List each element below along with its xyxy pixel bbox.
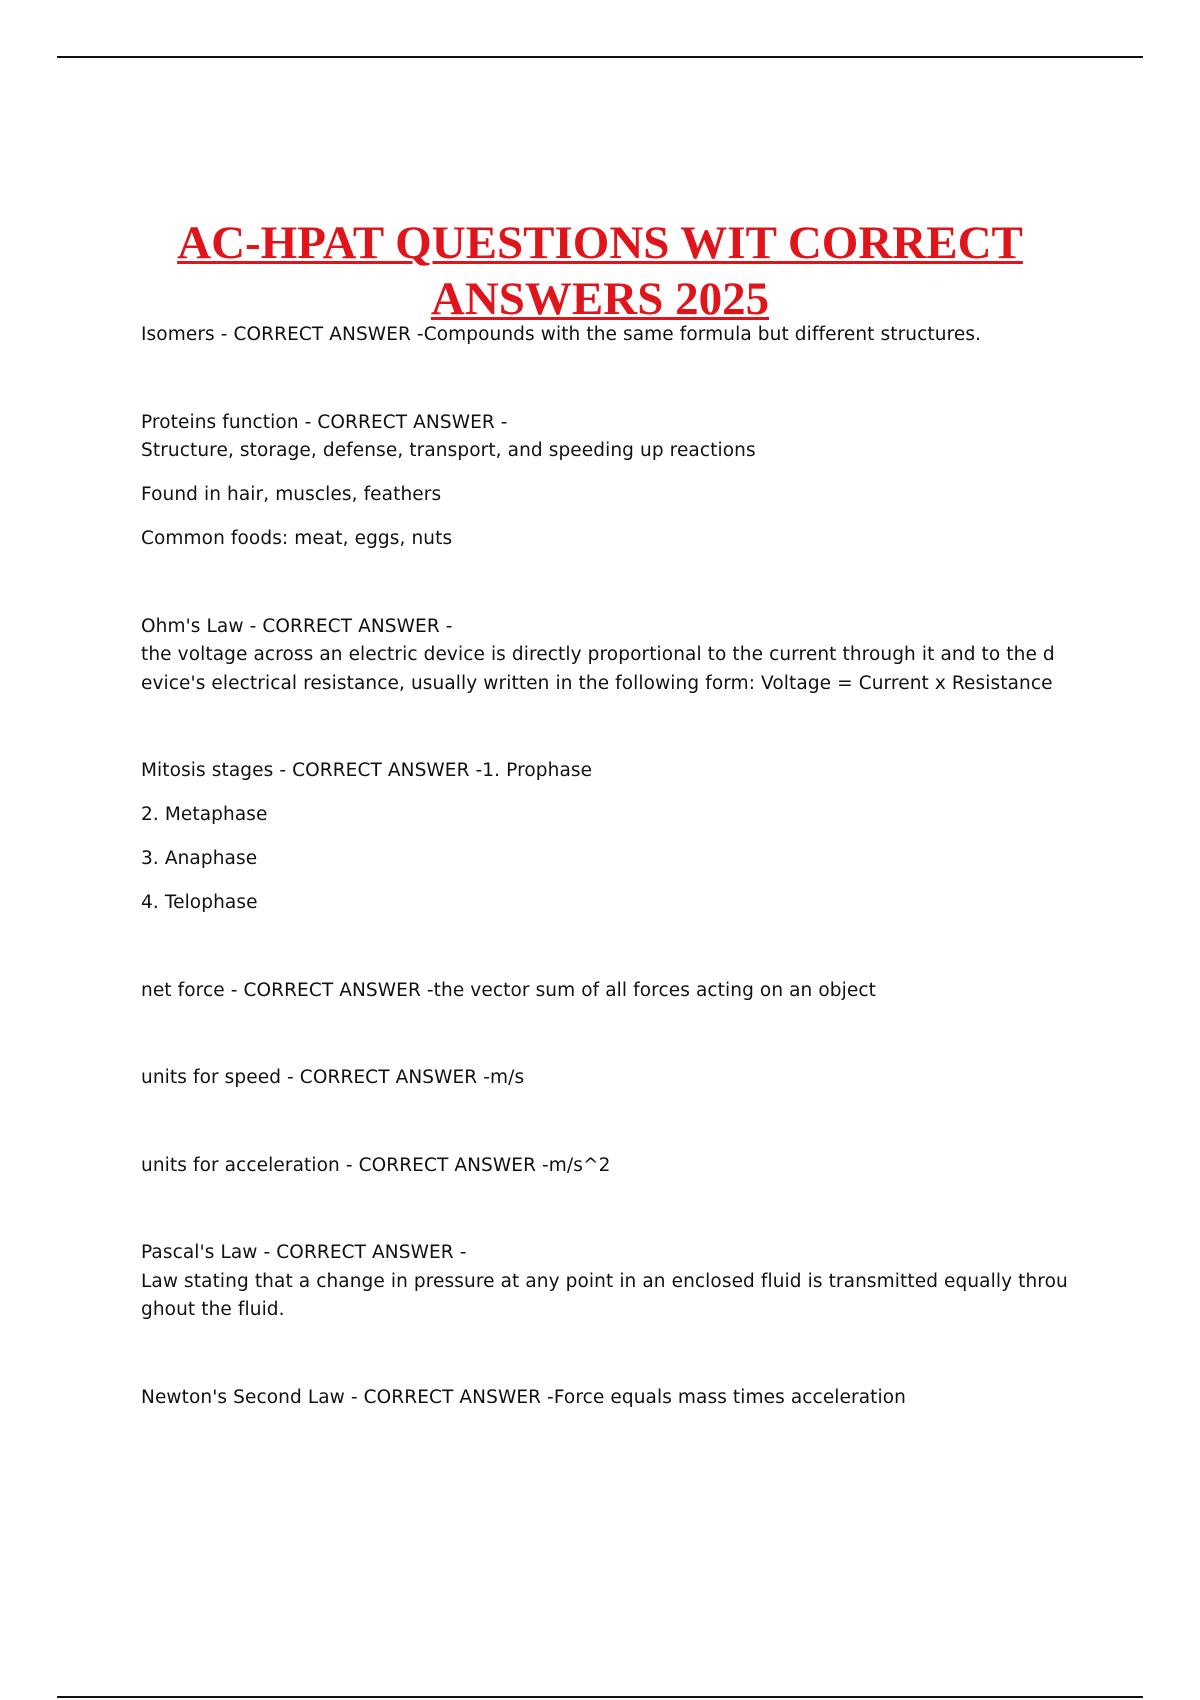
- entry-line: units for speed - CORRECT ANSWER -m/s: [141, 1067, 525, 1088]
- qa-entry-units-acceleration: [141, 1152, 1061, 1181]
- entry-line: the voltage across an electric device is directly proportional to the current through it and to the d: [141, 644, 1055, 665]
- top-rule: [57, 56, 1143, 58]
- entry-line: net force - CORRECT ANSWER -the vector sum of all forces acting on an object: [141, 979, 876, 1001]
- entry-paragraph: Found in hair, muscles, feathers: [141, 484, 442, 505]
- qa-entry-isomers: [141, 321, 1061, 350]
- entry-line: units for acceleration - CORRECT ANSWER -m/s^2: [141, 1154, 611, 1176]
- entry-paragraph: 4. Telophase: [141, 892, 258, 913]
- entry-paragraph: 3. Anaphase: [141, 848, 258, 869]
- bottom-rule: [57, 1696, 1143, 1698]
- qa-entry-proteins: [141, 409, 1061, 554]
- entry-line: Structure, storage, defense, transport, and speeding up reactions: [141, 440, 756, 461]
- qa-entry-pascals-law: [141, 1239, 1068, 1325]
- entry-line: Ohm's Law - CORRECT ANSWER -: [141, 615, 453, 637]
- entry-line: Pascal's Law - CORRECT ANSWER -: [141, 1242, 467, 1263]
- title-line-2: ANSWERS 2025: [430, 273, 770, 325]
- entry-line: Proteins function - CORRECT ANSWER -: [141, 411, 508, 433]
- entry-line: Law stating that a change in pressure at any point in an enclosed fluid is transmitted equally throu: [141, 1270, 1068, 1292]
- qa-entry-newtons-second-law: [141, 1384, 1061, 1413]
- qa-entry-net-force: [141, 977, 1061, 1006]
- entry-line: ghout the fluid.: [141, 1299, 285, 1320]
- qa-entry-mitosis: [141, 757, 1061, 918]
- title-line-1: AC-HPAT QUESTIONS WIT CORRECT: [177, 217, 1023, 269]
- entry-line: Mitosis stages - CORRECT ANSWER -1. Prophase: [141, 760, 593, 781]
- entry-line: evice's electrical resistance, usually written in the following form: Voltage = Current x Resistance: [141, 672, 1053, 694]
- document-title: [57, 215, 1143, 327]
- entry-paragraph: 2. Metaphase: [141, 804, 268, 825]
- entry-paragraph: Common foods: meat, eggs, nuts: [141, 528, 453, 549]
- qa-entry-ohms-law: [141, 613, 1061, 699]
- entry-line: Isomers - CORRECT ANSWER -Compounds with the same formula but different structures.: [141, 324, 982, 345]
- qa-entry-units-speed: [141, 1064, 1061, 1093]
- entry-line: Newton's Second Law - CORRECT ANSWER -Force equals mass times acceleration: [141, 1386, 907, 1408]
- qa-list: [141, 321, 1068, 1412]
